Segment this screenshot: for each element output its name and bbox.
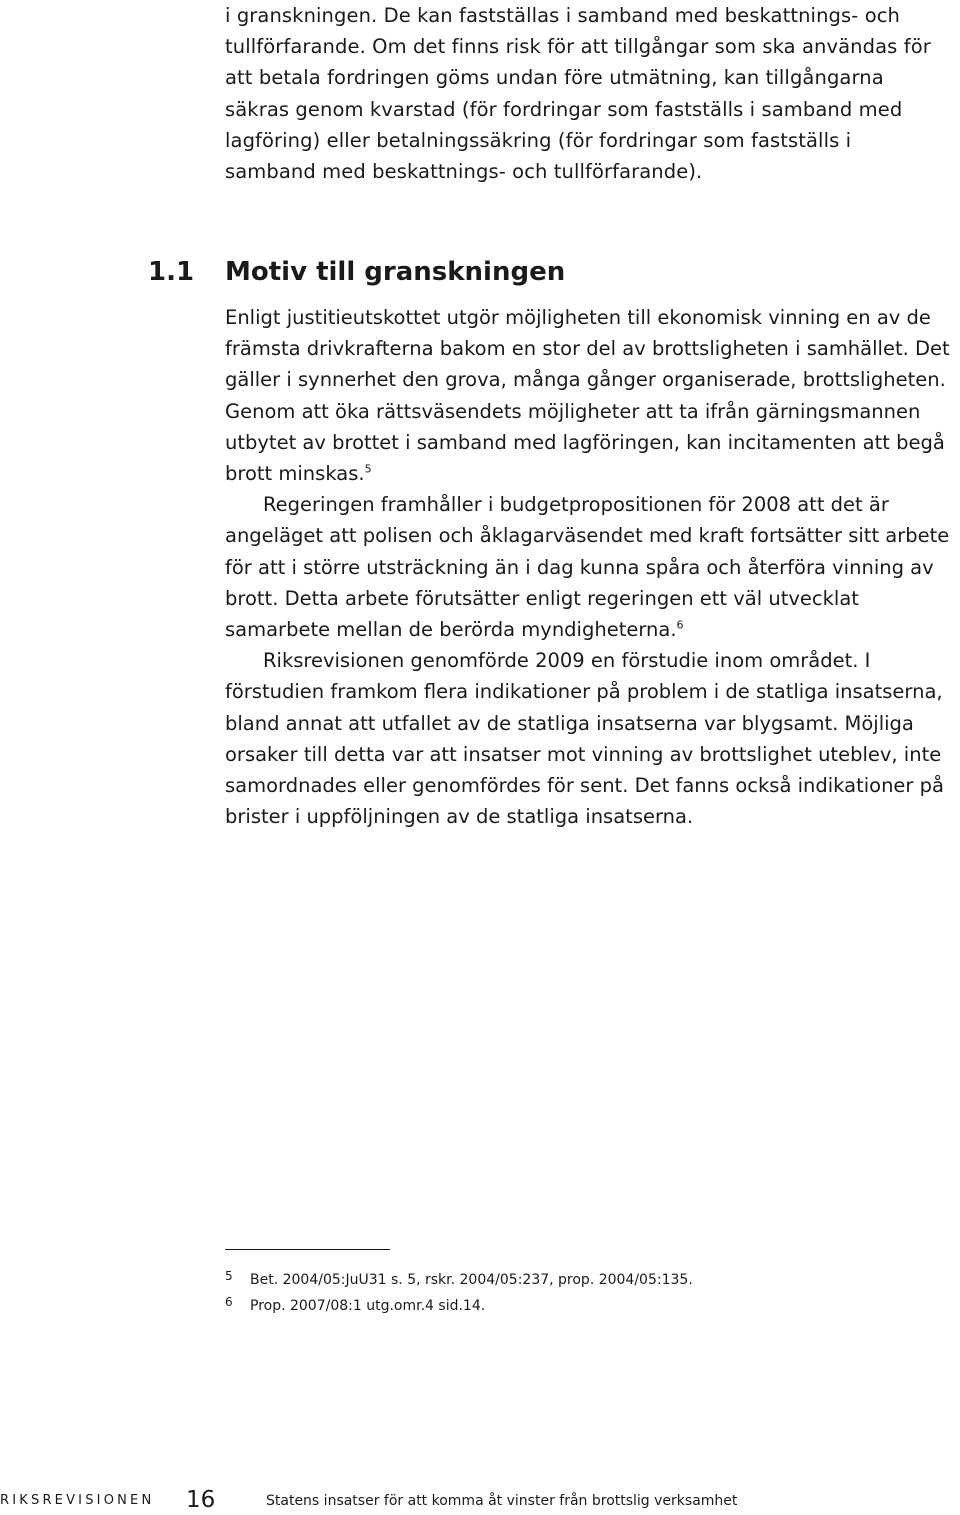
footnote-reference[interactable]: 6	[676, 618, 684, 632]
footnote-item	[225, 1293, 925, 1319]
paragraph-text: Riksrevisionen genomförde 2009 en förstudie inom området. I förstudien framkom flera indikationer på problem i de statliga insatserna, bland annat att utfallet av de statliga insatserna var blygsamt. Möjliga orsaker till detta var att insatser mot vinning av brottslighet uteblev, inte samordnades eller genomfördes för sent. Det fanns också indikationer på brister i uppföljningen av de statliga insatserna.	[225, 649, 944, 829]
section-number: 1.1	[148, 257, 195, 287]
footnote-number: 5	[225, 1269, 233, 1283]
paragraph-text: Regeringen framhåller i budgetpropositionen för 2008 att det är angeläget att polisen och åklagarväsendet med kraft fortsätter sitt arbete för att i större utsträckning än i dag kunna spåra och återföra vinning av brott. Detta arbete förutsätter enligt regeringen ett väl utvecklat samarbete mellan de berörda myndigheterna.	[225, 493, 950, 642]
intro-text	[225, 0, 945, 187]
footnotes	[225, 1267, 925, 1319]
section-heading: Motiv till granskningen	[225, 257, 566, 287]
body-paragraph	[225, 645, 960, 832]
intro-paragraph: i granskningen. De kan fastställas i samband med beskattnings- och tullförfarande. Om det finns risk för att tillgångar som ska användas för att betala fordringen göms undan före utmätning, kan tillgångarna säkras genom kvarstad (för fordringar som fastställs i samband med lagföring) eller betalningssäkring (för fordringar som fastställs i samband med beskattnings- och tullförfarande).	[225, 4, 931, 184]
paragraph-text: Enligt justitieutskottet utgör möjligheten till ekonomisk vinning en av de främsta drivkrafterna bakom en stor del av brottsligheten i samhället. Det gäller i synnerhet den grova, många gånger organiserade, brottsligheten. Genom att öka rättsväsendets möjligheter att ta ifrån gärningsmannen utbytet av brottet i samband med lagföringen, kan incitamenten att begå brott minskas.	[225, 306, 950, 486]
footnote-text: Prop. 2007/08:1 utg.omr.4 sid.14.	[250, 1298, 486, 1314]
footnote-text: Bet. 2004/05:JuU31 s. 5, rskr. 2004/05:237, prop. 2004/05:135.	[250, 1272, 693, 1288]
body-paragraph	[225, 489, 960, 645]
footer-document-title: Statens insatser för att komma åt vinster från brottslig verksamhet	[266, 1493, 738, 1509]
footer-organization: RIKSREVISIONEN	[0, 1493, 155, 1508]
footnote-divider	[225, 1249, 390, 1250]
footnote-number: 6	[225, 1295, 233, 1309]
body-paragraph	[225, 302, 960, 489]
footnote-item	[225, 1267, 925, 1293]
footnote-reference[interactable]: 5	[364, 462, 372, 476]
section-body	[225, 302, 960, 832]
page-footer	[0, 1487, 960, 1515]
page-number: 16	[186, 1487, 216, 1513]
